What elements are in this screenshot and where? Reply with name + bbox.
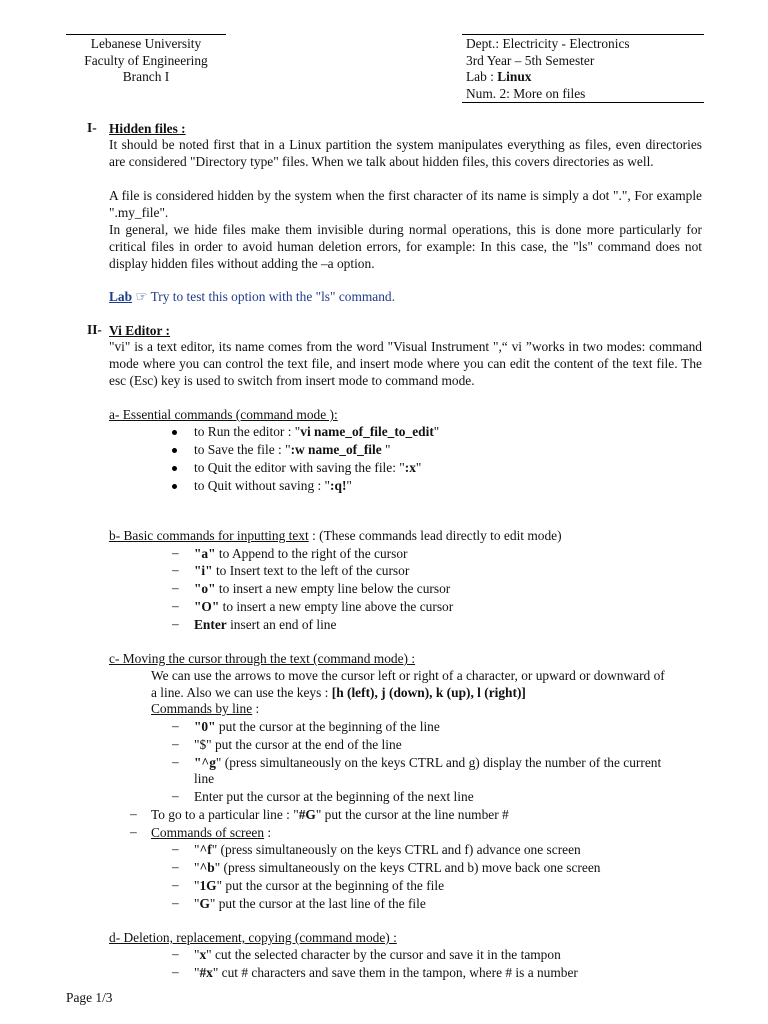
commands-of-screen-heading: Commands of screen : [151,825,272,840]
subsection-a-title: a- Essential commands (command mode ): [109,407,338,422]
section-1-paragraph-1: It should be noted first that in a Linux partition the system manipulates everything as files, even directories are considered "Directory type" files. When we talk about hidden files, this covers directories as well. [109,137,702,169]
header-num: Num. 2: More on files [466,85,586,101]
dash-marker: – [172,964,179,979]
lab-instruction [109,288,395,305]
header-faculty: Faculty of Engineering [84,52,208,68]
b-item-5: Enter insert an end of line [194,617,337,632]
a-item-4: to Quit without saving : ":q!" [194,478,352,493]
b-item-4: "O" to insert a new empty line above the cursor [194,599,454,614]
section-2-title: Vi Editor : [109,323,171,338]
dash-marker: – [172,841,179,856]
dash-marker: – [172,877,179,892]
header-university: Lebanese University [90,36,202,51]
dash-marker: – [172,616,179,631]
lab-text: Try to test this option with the "ls" command. [150,289,395,304]
b-item-3: "o" to insert a new empty line below the cursor [194,581,451,596]
screen-item-3: "1G" put the cursor at the beginning of the file [194,878,445,893]
bullet-dot [172,484,177,489]
header-branch: Branch I [122,69,170,84]
d-item-1: "x" cut the selected character by the cursor and save it in the tampon [194,947,561,962]
page-number: Page 1/3 [66,990,113,1005]
c-line-item-2: "$" put the cursor at the end of the line [194,737,402,752]
subsection-d-title: d- Deletion, replacement, copying (command mode) : [109,930,397,945]
b-item-2: "i" to Insert text to the left of the cursor [194,563,410,578]
dash-marker: – [172,895,179,910]
subsection-b-title: b- Basic commands for inputting text : (These commands lead directly to edit mode) [109,528,562,543]
header-rule-left [66,34,226,35]
section-2-number: II- [87,322,102,337]
section-1-paragraph-3: In general, we hide files make them invisible during normal operations, this is done more particularly for critical files in order to avoid human deletion errors, for example: In this case, the "ls" command does not display hidden files without adding the –a option. [109,222,702,271]
header-rule-bottom [462,102,704,103]
dash-marker: – [172,718,179,733]
bullet-dot [172,448,177,453]
header-course-info [466,36,630,102]
section-1-title: Hidden files : [109,121,186,136]
header-year: 3rd Year – 5th Semester [466,52,595,68]
b-item-1: "a" to Append to the right of the cursor [194,546,408,561]
header-lab: Lab : Linux [466,69,532,84]
dash-marker: – [172,545,179,560]
c-paragraph-line-2: a line. Also we can use the keys : [h (left), j (down), k (up), l (right)] [151,685,526,700]
screen-item-1: "^f" (press simultaneously on the keys CTRL and f) advance one screen [194,842,581,857]
dash-marker: – [172,580,179,595]
dash-marker: – [172,598,179,613]
screen-item-2: "^b" (press simultaneously on the keys CTRL and b) move back one screen [194,860,601,875]
a-item-3: to Quit the editor with saving the file: ":x" [194,460,422,475]
lab-label: Lab [109,289,133,304]
bullet-dot [172,466,177,471]
dash-marker: – [172,562,179,577]
c-line-item-4: Enter put the cursor at the beginning of the next line [194,789,474,804]
commands-by-line-heading: Commands by line : [151,701,260,716]
c-line-item-3-wrap: line [194,771,215,786]
bullet-dot [172,430,177,435]
header-rule-right [462,34,704,35]
header-institution [70,36,222,86]
subsection-c-title: c- Moving the cursor through the text (command mode) : [109,651,416,666]
section-2-paragraph-1: "vi" is a text editor, its name comes from the word "Visual Instrument ",“ vi ”works in two modes: command mode where you can control the text file, and insert mode where you can edit the content of the text file. The esc (Esc) key is used to switch from insert mode to command mode. [109,339,702,388]
c-paragraph-line-1: We can use the arrows to move the cursor left or right of a character, or upward or downward of [151,668,665,683]
c-line-item-3: "^g" (press simultaneously on the keys CTRL and g) display the number of the current [194,755,662,770]
dash-marker: – [130,824,137,839]
dash-marker: – [130,806,137,821]
screen-item-4: "G" put the cursor at the last line of the file [194,896,426,911]
a-item-2: to Save the file : ":w name_of_file " [194,442,391,457]
dash-marker: – [172,754,179,769]
dash-marker: – [172,736,179,751]
goto-line-item: To go to a particular line : "#G" put the cursor at the line number # [151,807,509,822]
section-1-paragraph-2: A file is considered hidden by the system when the first character of its name is simply a dot ".", For example ".my_file". [109,188,702,220]
c-line-item-1: "0" put the cursor at the beginning of the line [194,719,440,734]
header-dept: Dept.: Electricity - Electronics [466,36,630,51]
a-item-1: to Run the editor : "vi name_of_file_to_edit" [194,424,440,439]
d-item-2: "#x" cut # characters and save them in the tampon, where # is a number [194,965,578,980]
section-1-number: I- [87,120,97,135]
dash-marker: – [172,788,179,803]
dash-marker: – [172,946,179,961]
dash-marker: – [172,859,179,874]
hand-pointing-icon: ☞ [135,289,148,304]
